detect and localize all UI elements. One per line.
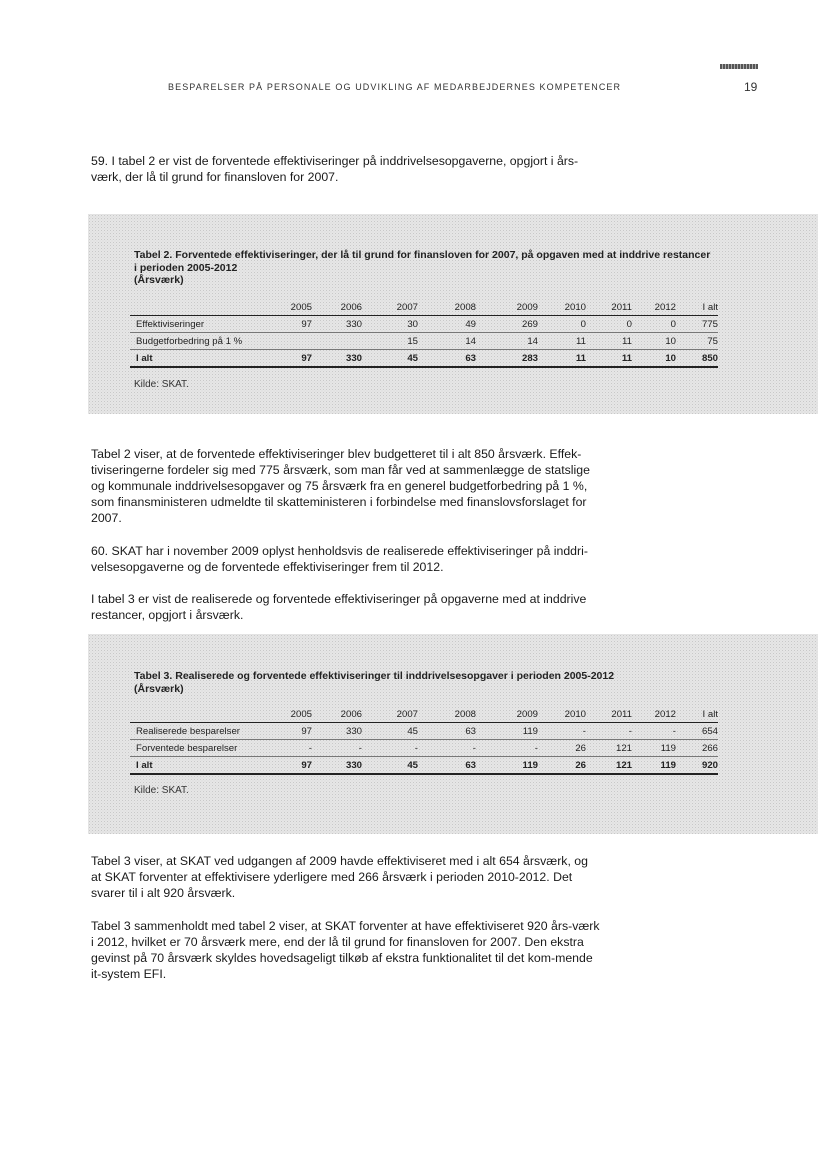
table3-cell: 26: [538, 740, 586, 757]
table3-cell: -: [538, 723, 586, 740]
table3-col-total: I alt: [676, 706, 718, 723]
table3-cell: 121: [586, 740, 632, 757]
page-scan-mark: [720, 64, 758, 69]
table2-cell: 15: [362, 333, 418, 350]
table2-total-cell: 10: [632, 350, 676, 368]
table2-total-row: [130, 350, 718, 368]
table3-cell: -: [418, 740, 476, 757]
paragraph-59: 59. I tabel 2 er vist de forventede effektiviseringer på inddrivelsesopgaverne, opgjort i års-værk, der lå til grund for finansloven for 2007.: [91, 154, 579, 184]
table2-cell: 0: [632, 316, 676, 333]
table2-cell: 11: [586, 333, 632, 350]
table3-total-cell: 119: [632, 757, 676, 775]
table2-cell: 30: [362, 316, 418, 333]
table2-cell: [250, 333, 312, 350]
table3-cell: Forventede besparelser: [130, 740, 250, 757]
table3-cell: 45: [362, 723, 418, 740]
table3-total-cell: I alt: [130, 757, 250, 775]
table2-cell: 10: [632, 333, 676, 350]
table3-cell: 119: [476, 723, 538, 740]
table3-total-row: [130, 757, 718, 775]
table2-header-row: [130, 299, 718, 316]
table3-row: [130, 723, 718, 740]
table2-cell: 0: [538, 316, 586, 333]
table2-col-2012: 2012: [632, 299, 676, 316]
table2-cell: 330: [312, 316, 362, 333]
table2-total-cell: 330: [312, 350, 362, 368]
table2-col-2008: 2008: [418, 299, 476, 316]
table2-total-cell: 11: [538, 350, 586, 368]
table3-total-cell: 330: [312, 757, 362, 775]
table2-cell: 269: [476, 316, 538, 333]
table3-col-2009: 2009: [476, 706, 538, 723]
table3-total-cell: 63: [418, 757, 476, 775]
table3-total-cell: 97: [250, 757, 312, 775]
table2-cell: Budgetforbedring på 1 %: [130, 333, 250, 350]
table3-title-line2: (Årsværk): [134, 682, 184, 695]
table2-total-cell: 11: [586, 350, 632, 368]
table2-row: [130, 333, 718, 350]
table3-cell: 266: [676, 740, 718, 757]
table3-total-cell: 45: [362, 757, 418, 775]
table2-total-cell: 850: [676, 350, 718, 368]
table3-cell: -: [250, 740, 312, 757]
paragraph-tabel2: Tabel 2 viser, at de forventede effektiviseringer blev budgetteret til i alt 850 årsværk. Effek-tiviseringerne fordeler sig med 775 årsværk, som man får ved at sammenlægge de statslige og kommunale inddrivelsesopgaver og 75 årsværk fra en generel budgetforbedring på 1 %, som finansministeren udmeldte til skatteministeren i forbindelse med finanslovsforslaget for 2007.: [91, 447, 590, 525]
table2-col-2009: 2009: [476, 299, 538, 316]
table2-cell: Effektiviseringer: [130, 316, 250, 333]
table3-cell: -: [362, 740, 418, 757]
table2-cell: 14: [418, 333, 476, 350]
table2-col-2006: 2006: [312, 299, 362, 316]
table2-title-line1: Tabel 2. Forventede effektiviseringer, der lå til grund for finansloven for 2007, på opgaven med at inddrive restancer: [134, 249, 711, 261]
table3-cell: 63: [418, 723, 476, 740]
table2-col-label: [130, 299, 250, 316]
table2-cell: 775: [676, 316, 718, 333]
table2-col-2007: 2007: [362, 299, 418, 316]
table2-cell: 75: [676, 333, 718, 350]
table3-title-line1: Tabel 3. Realiserede og forventede effektiviseringer til inddrivelsesopgaver i perioden 2005-2012: [134, 670, 615, 682]
table2-total-cell: I alt: [130, 350, 250, 368]
table2-title: [134, 249, 734, 287]
table2-title-line2: i perioden 2005-2012: [134, 261, 238, 274]
paragraph-intro-tabel3: I tabel 3 er vist de realiserede og forventede effektiviseringer på opgaverne med at inddrive restancer, opgjort i årsværk.: [91, 592, 587, 622]
table3-cell: -: [476, 740, 538, 757]
table3-cell: 97: [250, 723, 312, 740]
table3-total-cell: 121: [586, 757, 632, 775]
table2-cell: 11: [538, 333, 586, 350]
table2-col-total: I alt: [676, 299, 718, 316]
table3: [130, 706, 718, 775]
table2: [130, 299, 718, 368]
table3-source: Kilde: SKAT.: [134, 785, 189, 796]
table2-total-cell: 283: [476, 350, 538, 368]
table2-col-2010: 2010: [538, 299, 586, 316]
table3-cell: 330: [312, 723, 362, 740]
paragraph-60: 60. SKAT har i november 2009 oplyst henholdsvis de realiserede effektiviseringer på inddri-velsesopgaverne og de forventede effektiviseringer frem til 2012.: [91, 544, 588, 574]
table3-col-2012: 2012: [632, 706, 676, 723]
table3-col-2011: 2011: [586, 706, 632, 723]
table3-cell: 119: [632, 740, 676, 757]
table2-row: [130, 316, 718, 333]
table3-col-2006: 2006: [312, 706, 362, 723]
table2-col-2005: 2005: [250, 299, 312, 316]
table3-cell: -: [632, 723, 676, 740]
table3-row: [130, 740, 718, 757]
table3-col-2010: 2010: [538, 706, 586, 723]
table2-col-2011: 2011: [586, 299, 632, 316]
table3-total-cell: 26: [538, 757, 586, 775]
table2-total-cell: 45: [362, 350, 418, 368]
table3-col-label: [130, 706, 250, 723]
table3-col-2007: 2007: [362, 706, 418, 723]
table2-cell: 49: [418, 316, 476, 333]
table2-total-cell: 63: [418, 350, 476, 368]
table2-total-cell: 97: [250, 350, 312, 368]
table3-cell: 654: [676, 723, 718, 740]
table3-cell: -: [586, 723, 632, 740]
table3-total-cell: 119: [476, 757, 538, 775]
paragraph-tabel3-a: Tabel 3 viser, at SKAT ved udgangen af 2009 havde effektiviseret med i alt 654 årsværk, og at SKAT forventer at effektivisere yderligere med 266 årsværk i perioden 2010-2012. Det svarer til i alt 920 årsværk.: [91, 854, 588, 900]
table2-cell: 97: [250, 316, 312, 333]
table3-cell: -: [312, 740, 362, 757]
table2-title-line3: (Årsværk): [134, 274, 184, 286]
paragraph-tabel3-b: Tabel 3 sammenholdt med tabel 2 viser, at SKAT forventer at have effektiviseret 920 års-værk i 2012, hvilket er 70 årsværk mere, end der lå til grund for finansloven for 2007. Den ekstra gevinst på 70 årsværk skyldes hovedsageligt tilkøb af ekstra funktionalitet til det kom-mende it-system EFI.: [91, 919, 600, 981]
table2-cell: [312, 333, 362, 350]
table3-cell: Realiserede besparelser: [130, 723, 250, 740]
table3-title: [134, 670, 734, 695]
table2-cell: 0: [586, 316, 632, 333]
table3-col-2005: 2005: [250, 706, 312, 723]
table3-total-cell: 920: [676, 757, 718, 775]
page-number: 19: [744, 80, 758, 94]
table3-col-2008: 2008: [418, 706, 476, 723]
table2-source: Kilde: SKAT.: [134, 379, 189, 390]
running-header: BESPARELSER PÅ PERSONALE OG UDVIKLING AF MEDARBEJDERNES KOMPETENCER: [168, 82, 622, 92]
table3-header-row: [130, 706, 718, 723]
table2-cell: 14: [476, 333, 538, 350]
